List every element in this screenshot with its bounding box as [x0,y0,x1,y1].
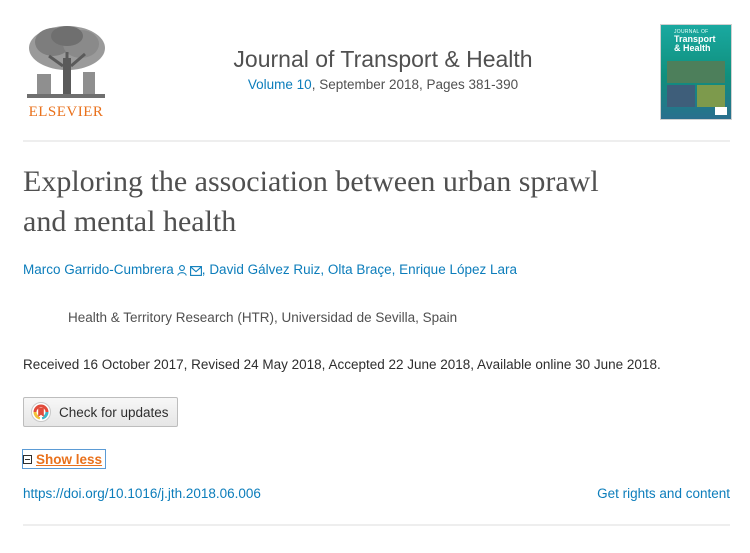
elsevier-tree-icon [23,22,109,100]
cover-title [674,35,716,53]
article-title [23,162,730,242]
cover-title-line2: & Health [674,43,711,53]
article-history-dates: Received 16 October 2017, Revised 24 May 2018, Accepted 22 June 2018, Available online 30 June 2018. [23,357,661,372]
header-divider [23,140,730,142]
journal-info [173,44,593,92]
author-separator: , [391,262,400,277]
issue-details: , September 2018, Pages 381-390 [311,77,519,92]
issue-details-line [173,77,593,92]
check-for-updates-button[interactable] [23,397,178,427]
author-link[interactable]: Olta Braçe [327,262,392,277]
author-link[interactable]: Marco Garrido-Cumbrera [23,262,202,277]
elsevier-wordmark: ELSEVIER [28,104,104,120]
author-link[interactable]: David Gálvez Ruiz [209,262,321,277]
show-less-link[interactable]: Show less [36,451,103,467]
article-page [23,0,730,553]
collapse-icon[interactable] [23,455,32,464]
doi-link[interactable]: https://doi.org/10.1016/j.jth.2018.06.006 [23,486,261,501]
journal-cover-image[interactable] [660,24,732,120]
elsevier-logo[interactable] [23,22,109,120]
author-link[interactable]: Enrique López Lara [399,262,518,277]
author-list [23,262,517,277]
crossmark-icon [31,402,51,422]
check-for-updates-label: Check for updates [59,404,169,420]
cover-label: JOURNAL OF [674,29,709,35]
cover-photo [697,85,725,107]
section-divider [23,524,730,526]
cover-photo [667,85,695,107]
author-separator: , [201,262,210,277]
affiliation: Health & Territory Research (HTR), Universidad de Sevilla, Spain [68,310,458,325]
person-icon[interactable] [177,265,187,276]
cover-badge [715,107,727,115]
article-title-line1: Exploring the association between urban sprawl [23,165,599,198]
cover-photo [667,61,725,83]
journal-title[interactable]: Journal of Transport & Health [233,46,533,72]
email-icon[interactable] [190,266,202,276]
volume-link[interactable]: Volume 10 [247,77,312,92]
journal-header [23,0,730,140]
cover-title-line1: Transport [674,34,716,44]
author-separator: , [320,262,328,277]
show-less-toggle[interactable] [23,450,105,468]
get-rights-link[interactable]: Get rights and content [597,486,730,501]
article-title-line2: and mental health [23,205,237,238]
